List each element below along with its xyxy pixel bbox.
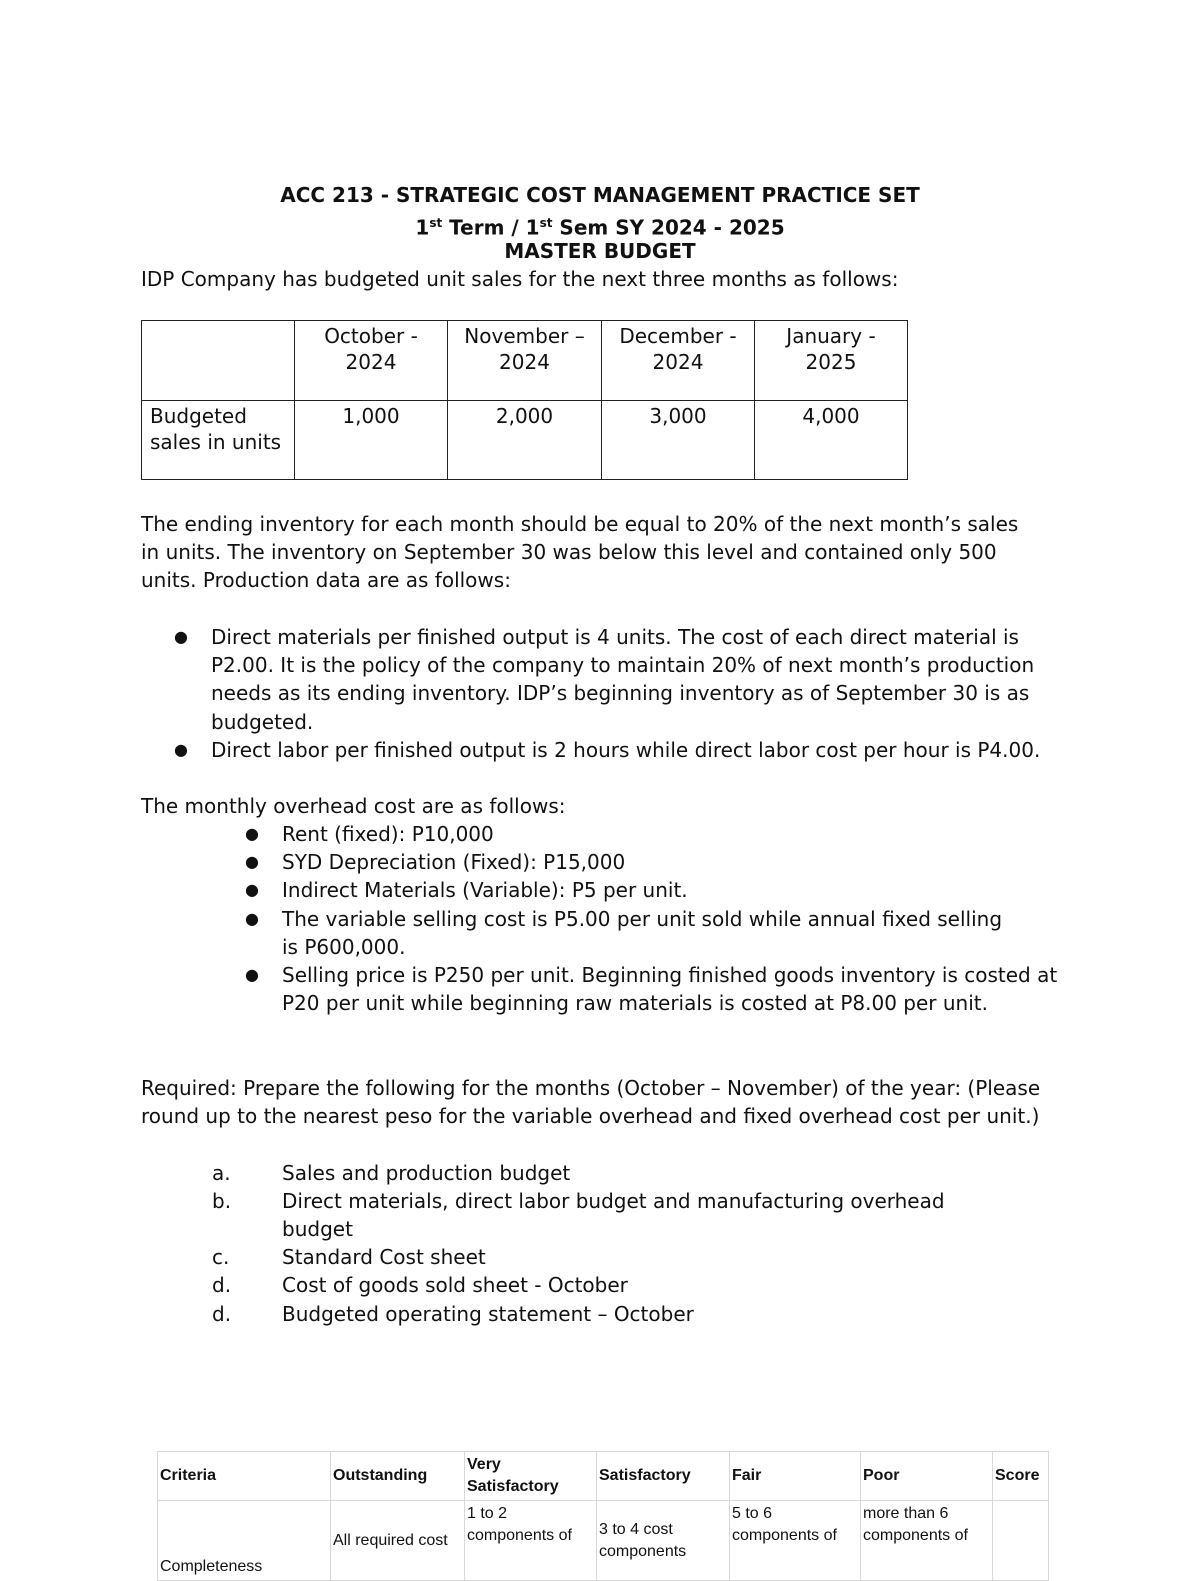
item-text: Budgeted operating statement – October: [282, 1302, 694, 1326]
item-text: Standard Cost sheet: [282, 1245, 486, 1269]
rubric-header: Criteria: [158, 1452, 331, 1501]
required-paragraph: Required: Prepare the following for the months (October – November) of the year: (Please round up to the nearest peso for the variable overhead and fixed overhead cost per unit.): [141, 1076, 1041, 1129]
rubric-cell: more than 6 components of: [861, 1501, 993, 1581]
bullet-text: Direct materials per finished output is 4 units. The cost of each direct material is P2.00. It is the policy of the company to maintain 20% of next month’s production needs as its ending inventory. IDP’s beginning inventory as of September 30 is as budgeted.: [211, 625, 1035, 734]
item-text: Sales and production budget: [282, 1161, 571, 1185]
column-header: November – 2024: [448, 321, 602, 401]
bullet-text: Indirect Materials (Variable): P5 per unit.: [282, 878, 688, 902]
table-cell: 3,000: [602, 401, 755, 480]
rubric-header: Very Satisfactory: [465, 1452, 597, 1501]
rubric-header: Satisfactory: [597, 1452, 730, 1501]
rubric-cell: 5 to 6 components of: [730, 1501, 861, 1581]
section-title: MASTER BUDGET: [504, 239, 696, 263]
item-text: Direct materials, direct labor budget and manufacturing overhead budget: [282, 1189, 945, 1242]
rubric-cell: 3 to 4 cost components: [597, 1501, 730, 1581]
table-cell: 4,000: [755, 401, 908, 480]
inventory-paragraph: The ending inventory for each month should be equal to 20% of the next month’s sales in units. The inventory on September 30 was below this level and contained only 500 units. Production data are as follows:: [141, 512, 1019, 593]
bullet-icon: ●: [245, 965, 259, 984]
bullet-icon: ●: [245, 824, 259, 843]
column-header: January - 2025: [755, 321, 908, 401]
bullet-icon: ●: [245, 852, 259, 871]
column-header: December - 2024: [602, 321, 755, 401]
item-text: Cost of goods sold sheet - October: [282, 1273, 628, 1297]
bullet-text: SYD Depreciation (Fixed): P15,000: [282, 850, 626, 874]
rubric-header: Poor: [861, 1452, 993, 1501]
table-cell: 1,000: [295, 401, 448, 480]
bullet-icon: ●: [174, 740, 188, 759]
row-label: Budgeted sales in units: [142, 401, 295, 480]
item-letter: b.: [212, 1189, 232, 1213]
item-letter: a.: [212, 1161, 231, 1185]
bullet-icon: ●: [245, 880, 259, 899]
rubric-header: Score: [993, 1452, 1049, 1501]
bullet-icon: ●: [245, 909, 259, 928]
rubric-header: Fair: [730, 1452, 861, 1501]
rubric-cell: 1 to 2 components of: [465, 1501, 597, 1581]
table-cell: 2,000: [448, 401, 602, 480]
rubric-table: [157, 1451, 1049, 1581]
column-header: October - 2024: [295, 321, 448, 401]
rubric-cell: Completeness: [158, 1501, 331, 1581]
item-letter: d.: [212, 1273, 232, 1297]
bullet-text: Direct labor per finished output is 2 hours while direct labor cost per hour is P4.00.: [211, 738, 1041, 762]
rubric-cell: [993, 1501, 1049, 1581]
bullet-text: The variable selling cost is P5.00 per unit sold while annual fixed selling is P600,000.: [282, 907, 1003, 960]
rubric-header: Outstanding: [331, 1452, 465, 1501]
bullet-text: Rent (fixed): P10,000: [282, 822, 494, 846]
rubric-header-row: [158, 1452, 1049, 1501]
table-row: [158, 1501, 1049, 1581]
rubric-cell: All required cost: [331, 1501, 465, 1581]
item-letter: d.: [212, 1302, 232, 1326]
bullet-icon: ●: [174, 627, 188, 646]
item-letter: c.: [212, 1245, 230, 1269]
document-title: ACC 213 - STRATEGIC COST MANAGEMENT PRACTICE SET: [280, 183, 920, 207]
bullet-text: Selling price is P250 per unit. Beginning finished goods inventory is costed at P20 per unit while beginning raw materials is costed at P8.00 per unit.: [282, 963, 1058, 1016]
overhead-intro: The monthly overhead cost are as follows:: [141, 794, 566, 818]
term-line: 1st Term / 1st Sem SY 2024 - 2025: [415, 215, 785, 240]
intro-paragraph: IDP Company has budgeted unit sales for the next three months as follows:: [141, 267, 899, 291]
